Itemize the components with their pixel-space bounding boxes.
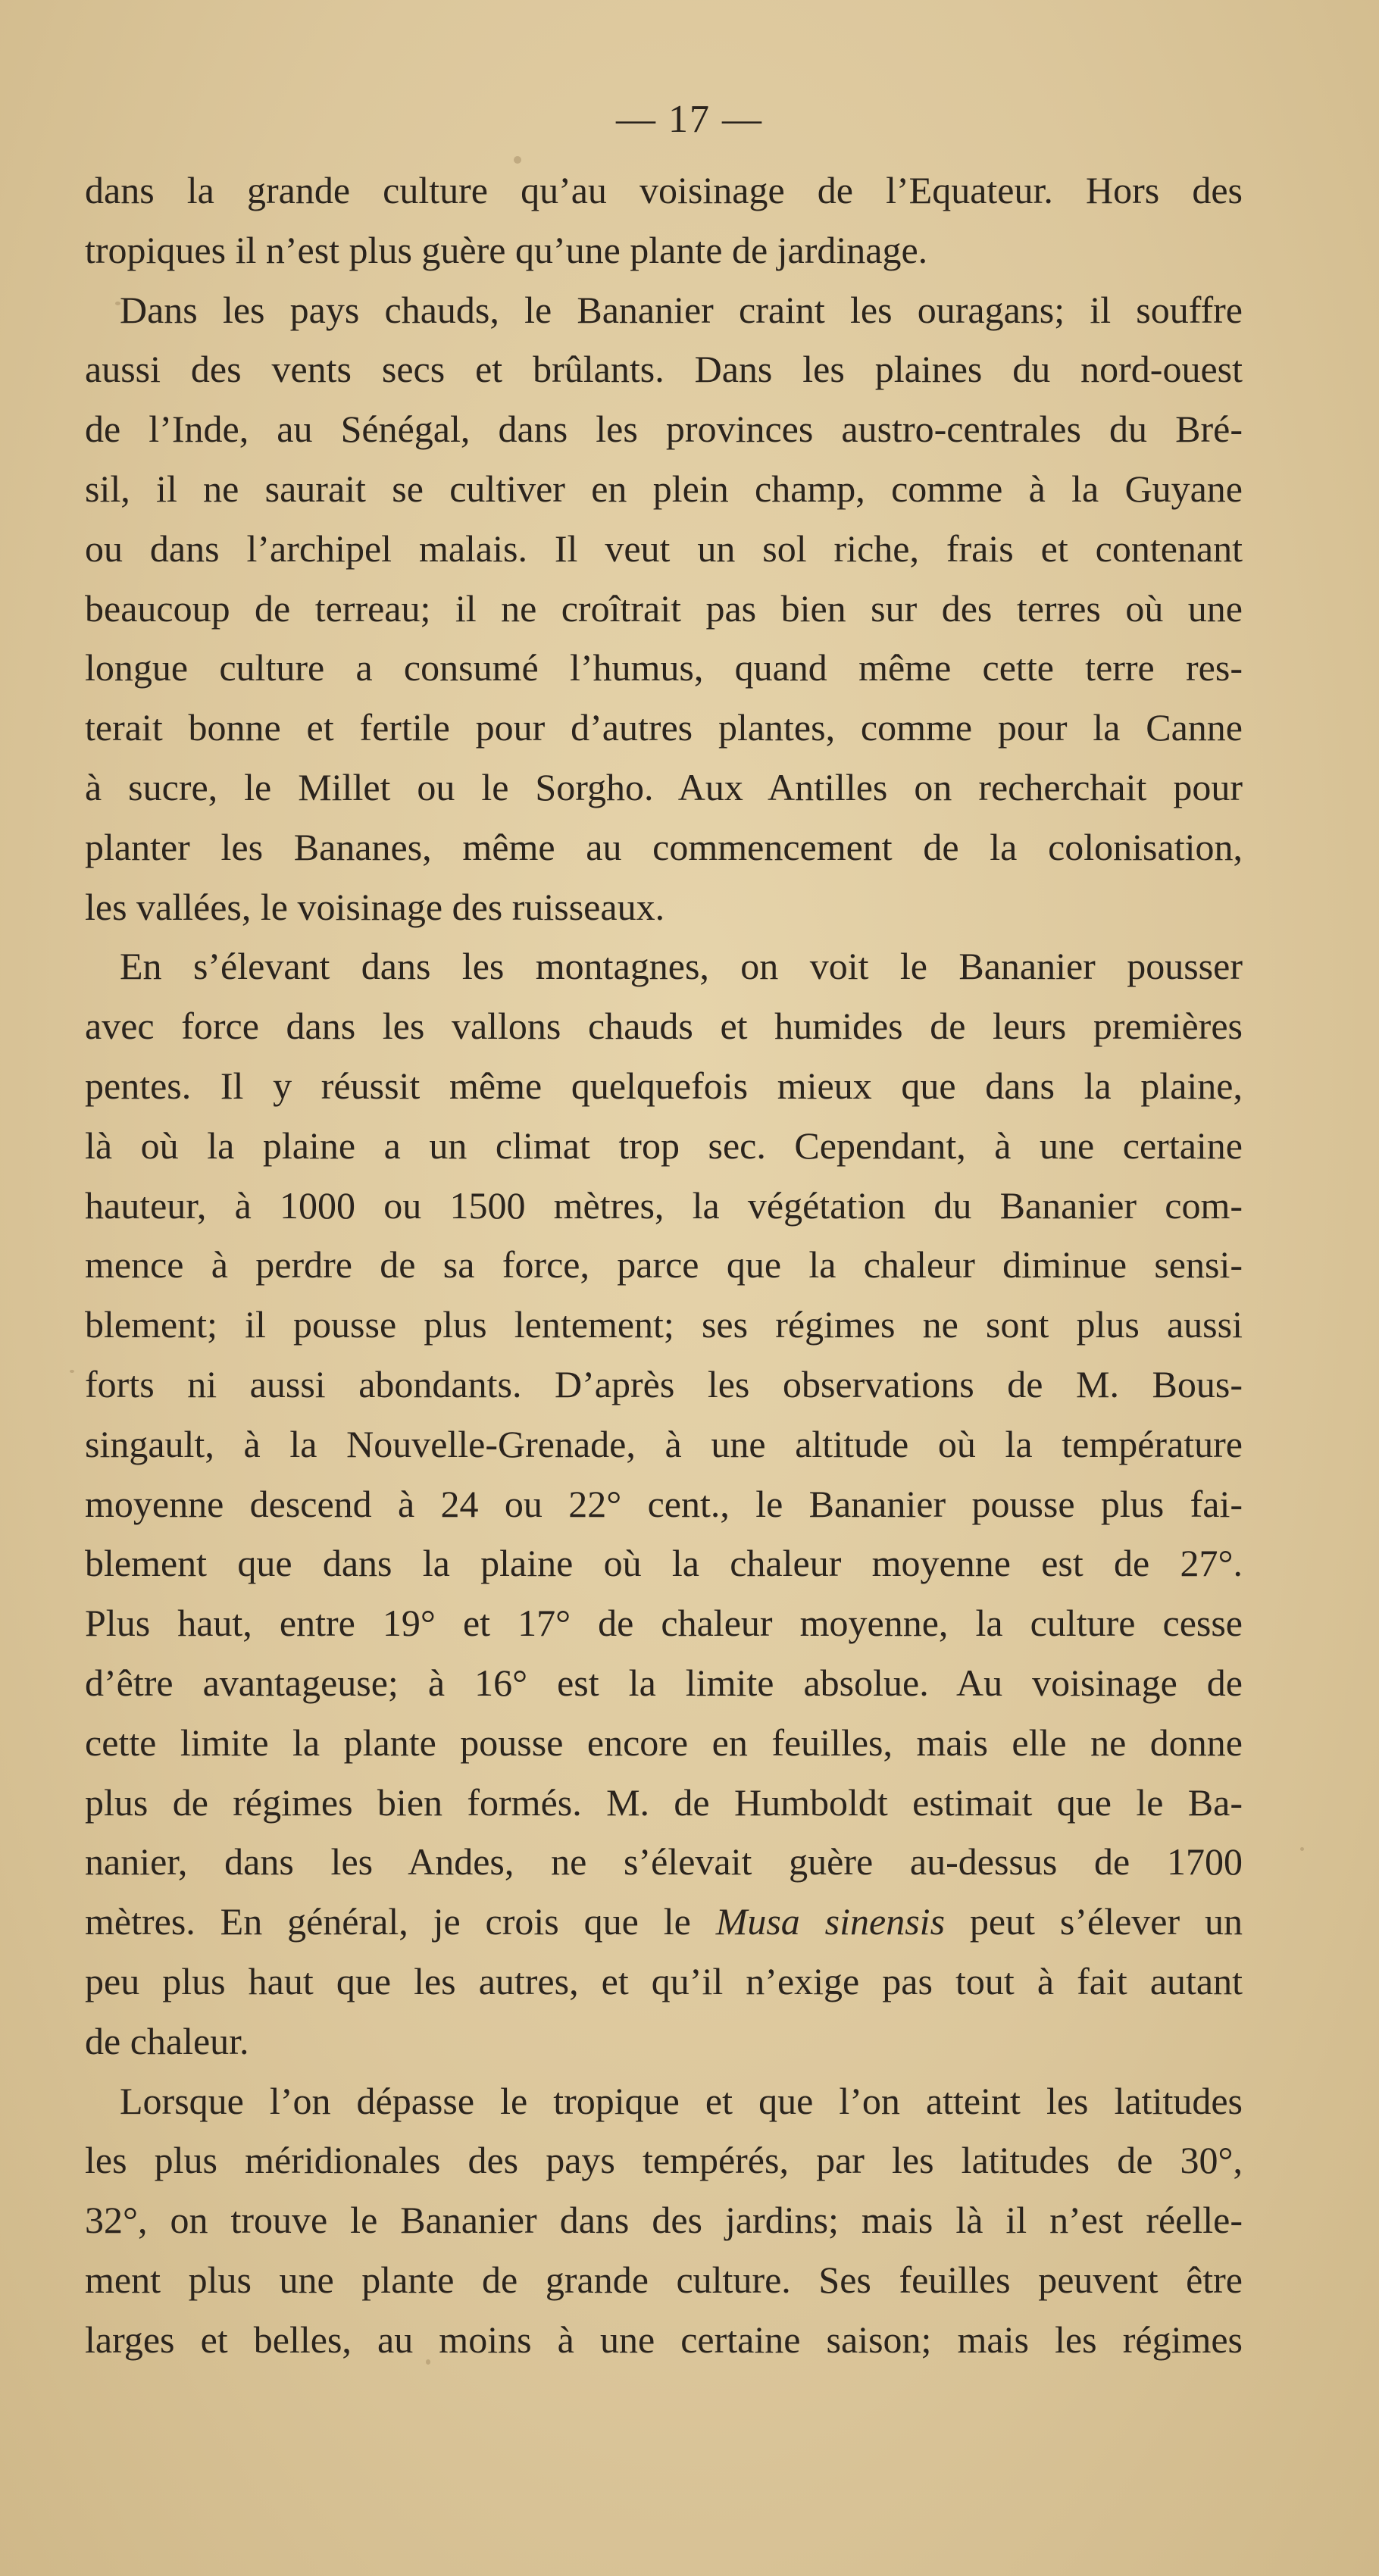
ink-spot bbox=[1300, 1847, 1304, 1851]
text-line: là où la plaine a un climat trop sec. Cependant, à une certaine bbox=[85, 1124, 1243, 1167]
text-line: longue culture a consumé l’humus, quand même cette terre res- bbox=[85, 646, 1243, 689]
text-line: d’être avantageuse; à 16° est la limite absolue. Au voisinage de bbox=[85, 1661, 1243, 1704]
text-line: ou dans l’archipel malais. Il veut un sol riche, frais et contenant bbox=[85, 527, 1243, 570]
text-line: forts ni aussi abondants. D’après les observations de M. Bous- bbox=[85, 1362, 1243, 1405]
text-line: Dans les pays chauds, le Bananier craint les ouragans; il souffre bbox=[120, 288, 1243, 331]
text-line: singault, à la Nouvelle-Grenade, à une altitude où la température bbox=[85, 1422, 1243, 1465]
text-line: sil, il ne saurait se cultiver en plein champ, comme à la Guyane bbox=[85, 467, 1243, 510]
text-line: aussi des vents secs et brûlants. Dans les plaines du nord-ouest bbox=[85, 348, 1243, 391]
text-line: moyenne descend à 24 ou 22° cent., le Bananier pousse plus fai- bbox=[85, 1482, 1243, 1525]
text-line: cette limite la plante pousse encore en feuilles, mais elle ne donne bbox=[85, 1721, 1243, 1764]
text-segment: mètres. En général, je crois que le bbox=[85, 1900, 691, 1943]
text-line: les plus méridionales des pays tempérés, par les latitudes de 30°, bbox=[85, 2139, 1243, 2182]
text-line: les vallées, le voisinage des ruisseaux. bbox=[85, 885, 665, 928]
text-line: de l’Inde, au Sénégal, dans les provinces austro-centrales du Bré- bbox=[85, 408, 1243, 451]
text-line: à sucre, le Millet ou le Sorgho. Aux Antilles on recherchait pour bbox=[85, 765, 1243, 808]
text-line: de chaleur. bbox=[85, 2019, 249, 2062]
text-line: peu plus haut que les autres, et qu’il n’exige pas tout à fait autant bbox=[85, 1959, 1243, 2002]
text-line: beaucoup de terreau; il ne croîtrait pas bien sur des terres où une bbox=[85, 586, 1243, 630]
body-text bbox=[85, 161, 1243, 2369]
text-line: plus de régimes bien formés. M. de Humboldt estimait que le Ba- bbox=[85, 1780, 1243, 1824]
text-line: tropiques il n’est plus guère qu’une plante de jardinage. bbox=[85, 228, 928, 271]
text-line: Lorsque l’on dépasse le tropique et que l’on atteint les latitudes bbox=[120, 2079, 1243, 2122]
text-line: larges et belles, au moins à une certaine saison; mais les régimes bbox=[85, 2318, 1243, 2361]
text-line: 32°, on trouve le Bananier dans des jardins; mais là il n’est réelle- bbox=[85, 2199, 1243, 2242]
text-line: ment plus une plante de grande culture. Ses feuilles peuvent être bbox=[85, 2258, 1243, 2301]
text-line: blement; il pousse plus lentement; ses régimes ne sont plus aussi bbox=[85, 1303, 1243, 1346]
text-line: blement que dans la plaine où la chaleur moyenne est de 27°. bbox=[85, 1542, 1243, 1585]
text-line: Plus haut, entre 19° et 17° de chaleur moyenne, la culture cesse bbox=[85, 1602, 1243, 1645]
text-line: nanier, dans les Andes, ne s’élevait guère au-dessus de 1700 bbox=[85, 1840, 1243, 1884]
page-number: — 17 — bbox=[616, 98, 763, 141]
text-segment: peut s’élever un bbox=[969, 1900, 1243, 1943]
text-line: pentes. Il y réussit même quelquefois mieux que dans la plaine, bbox=[85, 1064, 1243, 1107]
text-line: avec force dans les vallons chauds et humides de leurs premières bbox=[85, 1005, 1243, 1048]
text-line: mence à perdre de sa force, parce que la chaleur diminue sensi- bbox=[85, 1243, 1243, 1286]
text-line: planter les Bananes, même au commencement de la colonisation, bbox=[85, 825, 1243, 868]
italic-species-name: Musa sinensis bbox=[715, 1900, 946, 1943]
text-line: En s’élevant dans les montagnes, on voit le Bananier pousser bbox=[120, 945, 1243, 988]
ink-spot bbox=[70, 1370, 74, 1373]
text-line-with-italic bbox=[85, 1892, 1243, 1952]
text-line: hauteur, à 1000 ou 1500 mètres, la végétation du Bananier com- bbox=[85, 1183, 1243, 1227]
text-line: terait bonne et fertile pour d’autres plantes, comme pour la Canne bbox=[85, 706, 1243, 749]
text-line: dans la grande culture qu’au voisinage de l’Equateur. Hors des bbox=[85, 169, 1243, 211]
